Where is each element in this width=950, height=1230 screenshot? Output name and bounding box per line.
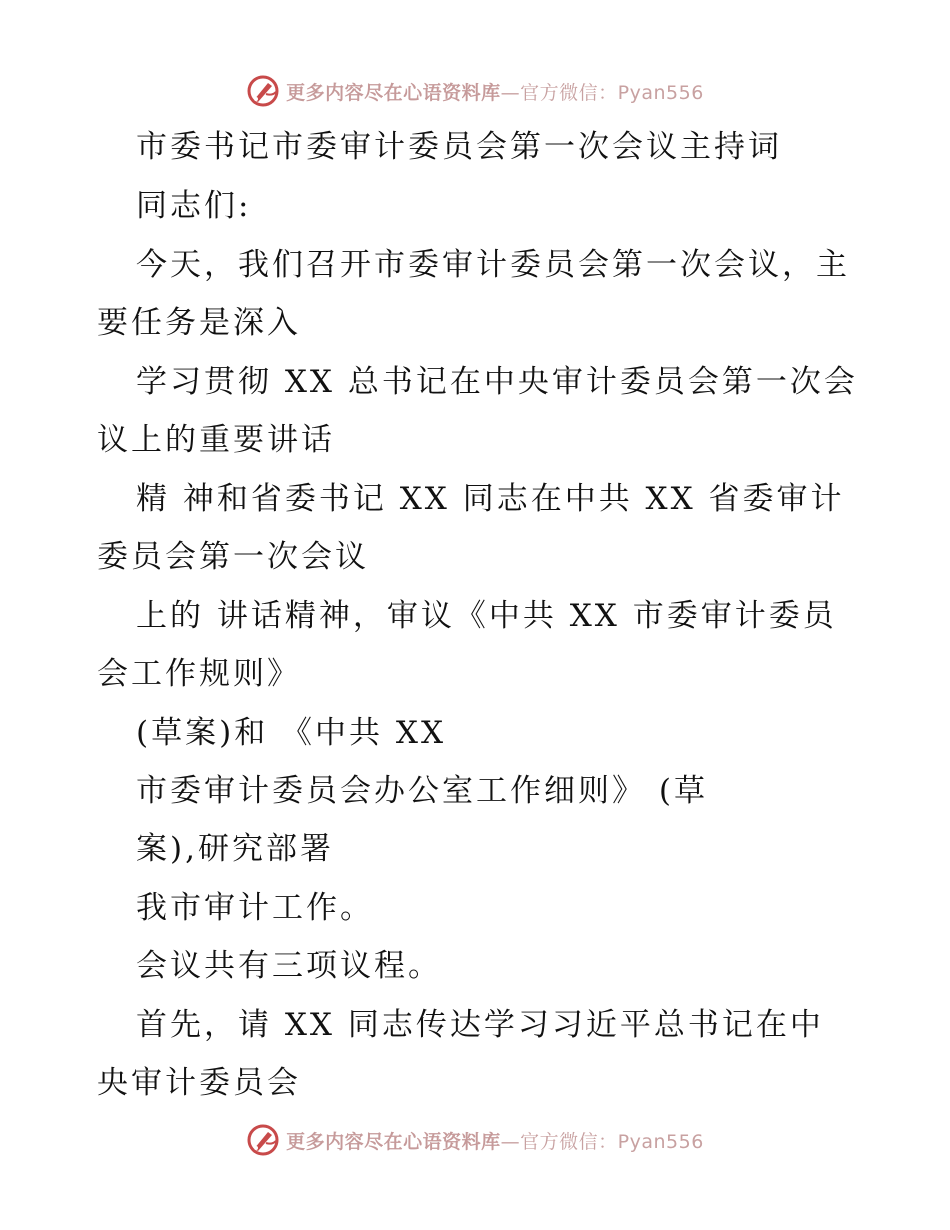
document-line: 会议共有三项议程。 [136,948,442,984]
watermark-text [286,1127,704,1154]
document-line: 会工作规则》 [97,656,301,692]
watermark-footer [0,1120,950,1160]
watermark-separator: — [500,1130,521,1153]
watermark-separator: — [500,81,521,104]
watermark-text [286,78,704,105]
watermark-contact: 官方微信：Pyan556 [520,81,704,104]
pen-quill-logo-icon [246,74,280,108]
document-line: 精 神和省委书记 XX 同志在中共 XX 省委审计 [136,481,845,517]
document-line: 同志们: [136,188,252,224]
document-title: 市委书记市委审计委员会第一次会议主持词 [136,129,782,165]
document-line: (草案)和 《中共 XX [136,715,447,751]
document-line: 央审计委员会 [97,1065,301,1101]
document-line: 案),研究部署 [136,831,334,867]
watermark-contact: 官方微信：Pyan556 [520,1130,704,1153]
document-line: 要任务是深入 [97,305,301,341]
watermark-brand: 更多内容尽在心语资料库 [286,1130,501,1153]
document-line: 委员会第一次会议 [97,539,369,575]
pen-quill-logo-icon [246,1123,280,1157]
document-line: 学习贯彻 XX 总书记在中央审计委员会第一次会 [136,364,858,400]
watermark-brand: 更多内容尽在心语资料库 [286,81,501,104]
watermark-header [0,71,950,111]
document-line: 我市审计工作。 [136,890,374,926]
document-line: 议上的重要讲话 [97,422,335,458]
document-line: 今天，我们召开市委审计委员会第一次会议，主 [136,247,850,283]
document-line: 市委审计委员会办公室工作细则》 (草 [136,773,708,809]
document-line: 首先，请 XX 同志传达学习习近平总书记在中 [136,1007,824,1043]
document-line: 上的 讲话精神，审议《中共 XX 市委审计委员 [136,598,837,634]
